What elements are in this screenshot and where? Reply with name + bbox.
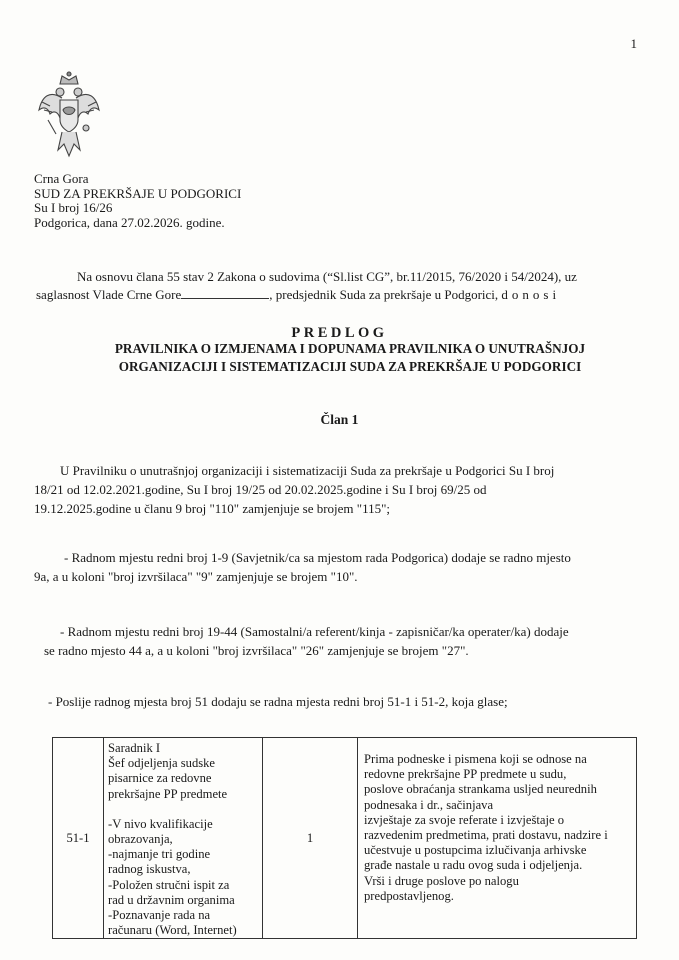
requirement-line: -Poznavanje rada na [108,908,211,923]
para3-line-1: - Radnom mjestu redni broj 19-44 (Samostalni/a referent/kinja - zapisničar/ka operater/ka) dodaje [60,624,569,639]
para2-line-2: 9a, a u koloni "broj izvršilaca" "9" zamjenjuje se brojem "10". [34,569,358,584]
duty-line: podnesaka i dr., sačinjava [364,797,494,812]
position-description-cell [104,738,263,939]
duty-line: razvedenim predmetima, prati dostavu, nadzire i [364,828,608,843]
para2-line-1: - Radnom mjestu redni broj 1-9 (Savjetnik/ca sa mjestom rada Podgorica) dodaje se radno mjesto [64,550,571,565]
duty-line: građe nastale u radu ovog suda i odjeljenja. [364,858,583,873]
requirement-line: rad u državnim organima [108,892,235,907]
para1-line-2: 18/21 od 12.02.2021.godine, Su I broj 19/25 od 20.02.2025.godine i Su I broj 69/25 od [34,482,487,497]
header-court-name: SUD ZA PREKRŠAJE U PODGORICI [34,185,242,201]
requirement-line: obrazovanja, [108,832,173,847]
subtitle-line-2: ORGANIZACIJI I SISTEMATIZACIJI SUDA ZA PREKRŠAJE U PODGORICI [118,359,582,374]
position-line: Šef odjeljenja sudske [108,756,216,771]
requirement-line: -najmanje tri godine [108,847,211,862]
requirement-line: računaru (Word, Internet) [108,923,237,938]
document-title: PREDLOG [291,325,388,341]
executor-count-cell: 1 [263,738,358,939]
table-row [53,738,637,939]
position-line: pisarnice za redovne [108,771,212,786]
duty-line: poslove obraćanja strankama usljed neurednih [364,782,597,797]
duty-line: Vrši i druge poslove po nalogu [364,873,519,888]
para3-line-2: se radno mjesto 44 a, a u koloni "broj izvršilaca" "26" zamjenjuje se brojem "27". [44,643,469,658]
intro-line-1: Na osnovu člana 55 stav 2 Zakona o sudovima (“Sl.list CG”, br.11/2015, 76/2020 i 54/2024), uz [77,269,577,284]
requirement-line: -Položen stručni ispit za [108,877,230,892]
header-country: Crna Gora [34,171,89,186]
para1-line-1: U Pravilniku o unutrašnjoj organizaciji i sistematizaciji Suda za prekršaje u Podgorici Su I broj [60,463,555,478]
signature-blank-line [181,287,269,299]
duties-cell [358,738,637,939]
article-heading: Član 1 [320,412,359,427]
position-line: prekršajne PP predmete [108,786,228,801]
subtitle-line-1: PRAVILNIKA O IZMJENAMA I DOPUNAMA PRAVILNIKA O UNUTRAŠNJOJ [114,341,586,356]
header-case-number: Su I broj 16/26 [34,200,113,216]
court-header [34,172,241,230]
position-line: Saradnik I [108,741,161,755]
header-place-date: Podgorica, dana 27.02.2026. godine. [34,214,225,230]
position-number-cell: 51-1 [53,738,104,939]
intro-text-b: , predsjednik Suda za prekršaje u Podgorici, [269,287,499,302]
coat-of-arms-emblem [36,70,102,162]
requirement-line: -V nivo kvalifikacije [108,816,213,831]
duty-line: učestvuje u postupcima izlučivanja arhivske [364,843,587,858]
page-number: 1 [630,36,637,51]
para1-line-3: 19.12.2025.godine u članu 9 broj "110" zamjenjuje se brojem "115"; [34,501,391,516]
requirement-line: radnog iskustva, [108,862,191,877]
duty-line: redovne prekršajne PP predmete u sudu, [364,767,567,782]
para4: - Poslije radnog mjesta broj 51 dodaju se radna mjesta redni broj 51-1 i 51-2, koja glase; [48,694,508,709]
duty-line: predpostavljenog. [364,888,454,903]
intro-line-2 [36,285,560,304]
intro-text-a: saglasnost Vlade Crne Gore [36,287,182,302]
job-position-table [52,737,637,939]
duty-line: Prima podneske i pismena koji se odnose na [364,752,587,766]
document-subtitle [60,340,640,376]
intro-verb: donosi [501,287,561,302]
duty-line: izvještaje za svoje referate i izvještaje o [364,812,564,827]
